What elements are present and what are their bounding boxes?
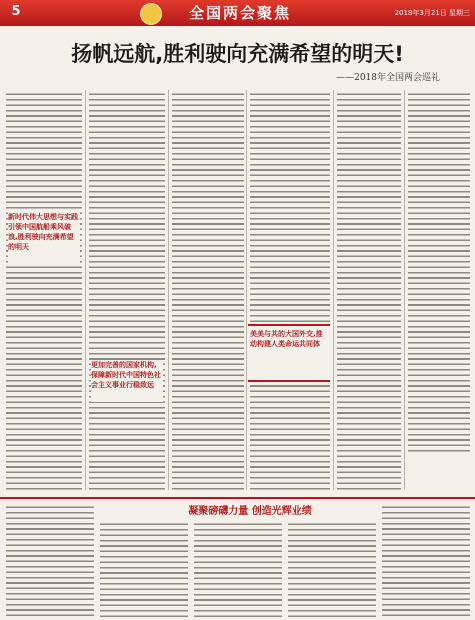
article-subheadline: ——2018年全国两会巡礼: [336, 73, 440, 83]
column-divider: [85, 90, 86, 490]
text-column-3: [172, 92, 244, 492]
banner-date: 2018年3月21日 星期三: [394, 9, 470, 17]
bottom-section-title: 凝聚磅礴力量 创造光辉业绩: [188, 506, 312, 517]
lower-text-column-5: [382, 505, 470, 617]
section-divider: [0, 497, 475, 499]
text-column-1: [6, 92, 82, 492]
pullquote: 新时代伟大思想与实践引领中国航船乘风破浪,胜利驶向充满希望的明天: [8, 212, 80, 264]
text-column-2: [89, 92, 165, 492]
text-column-4: [250, 92, 330, 492]
congress-emblem-icon: [140, 3, 162, 25]
pullquote-box: 美美与共的大国外交,推动构建人类命运共同体: [248, 324, 330, 382]
banner-title: 全国两会聚焦: [188, 4, 291, 22]
article-headline: 扬帆远航,胜利驶向充满希望的明天!: [71, 42, 404, 66]
column-divider: [404, 90, 405, 490]
lower-text-column-1: [6, 505, 94, 617]
article-credits: [382, 456, 472, 492]
page-number: 5: [11, 4, 21, 19]
column-divider: [246, 90, 247, 490]
text-column-5: [337, 92, 401, 492]
top-banner: [0, 0, 475, 26]
column-divider: [168, 90, 169, 490]
text-column-6: [408, 92, 470, 452]
lower-text-column-4: [288, 522, 376, 617]
pullquote: 更加完善的国家机构,保障新时代中国特色社会主义事业行稳致远: [91, 360, 163, 402]
lower-text-column-3: [194, 522, 282, 617]
column-divider: [333, 90, 334, 490]
lower-text-column-2: [100, 522, 188, 617]
